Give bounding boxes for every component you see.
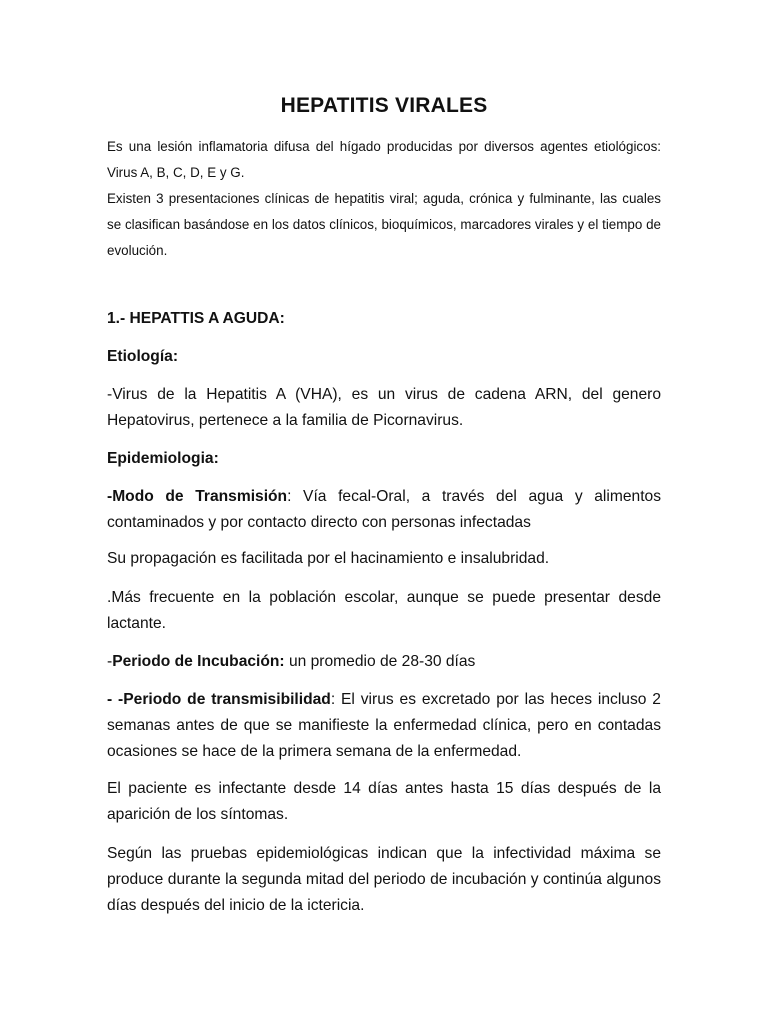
pruebas-paragraph: Según las pruebas epidemiológicas indican que la infectividad máxima se produce durante la segunda mitad del periodo de incubación y continúa algunos días después del inicio de la ictericia.	[107, 845, 661, 914]
propagacion-paragraph: Su propagación es facilitada por el hacinamiento e insalubridad.	[107, 550, 550, 567]
section-heading: 1.- HEPATTIS A AGUDA:	[107, 310, 285, 327]
modo-transmision-label: -Modo de Transmisión	[107, 488, 288, 505]
incubacion-prefix: -	[107, 653, 113, 670]
etiologia-text: -Virus de la Hepatitis A (VHA), es un virus de cadena ARN, del genero Hepatovirus, pertenece a la familia de Picornavirus.	[107, 386, 661, 429]
intro-paragraph-2: Existen 3 presentaciones clínicas de hepatitis viral; aguda, crónica y fulminante, las cuales se clasifican basándose en los datos clínicos, bioquímicos, marcadores virales y el tiempo de evolución.	[107, 191, 661, 258]
etiologia-heading: Etiología:	[107, 348, 179, 365]
incubacion-paragraph	[107, 649, 661, 675]
transmisibilidad-paragraph	[107, 687, 661, 765]
infectante-paragraph: El paciente es infectante desde 14 días antes hasta 15 días después de la aparición de los síntomas.	[107, 780, 661, 823]
intro-paragraph-1: Es una lesión inflamatoria difusa del hígado producidas por diversos agentes etiológicos: Virus A, B, C, D, E y G.	[107, 139, 661, 180]
modo-transmision-paragraph	[107, 484, 661, 536]
incubacion-text: un promedio de 28-30 días	[284, 653, 476, 670]
modo-transmision-text: : Vía fecal-Oral, a través del agua y alimentos contaminados y por contacto directo con personas infectadas	[107, 488, 661, 531]
incubacion-label: Periodo de Incubación:	[112, 653, 285, 670]
transmisibilidad-label: - -Periodo de transmisibilidad	[107, 691, 331, 708]
epidemiologia-heading: Epidemiologia:	[107, 450, 219, 467]
transmisibilidad-text: : El virus es excretado por las heces incluso 2 semanas antes de que se manifieste la enfermedad clínica, pero en contadas ocasiones se hace de la primera semana de la enfermedad.	[107, 691, 661, 760]
frecuencia-paragraph: .Más frecuente en la población escolar, aunque se puede presentar desde lactante.	[107, 589, 661, 632]
document-title: HEPATITIS VIRALES	[280, 94, 488, 117]
